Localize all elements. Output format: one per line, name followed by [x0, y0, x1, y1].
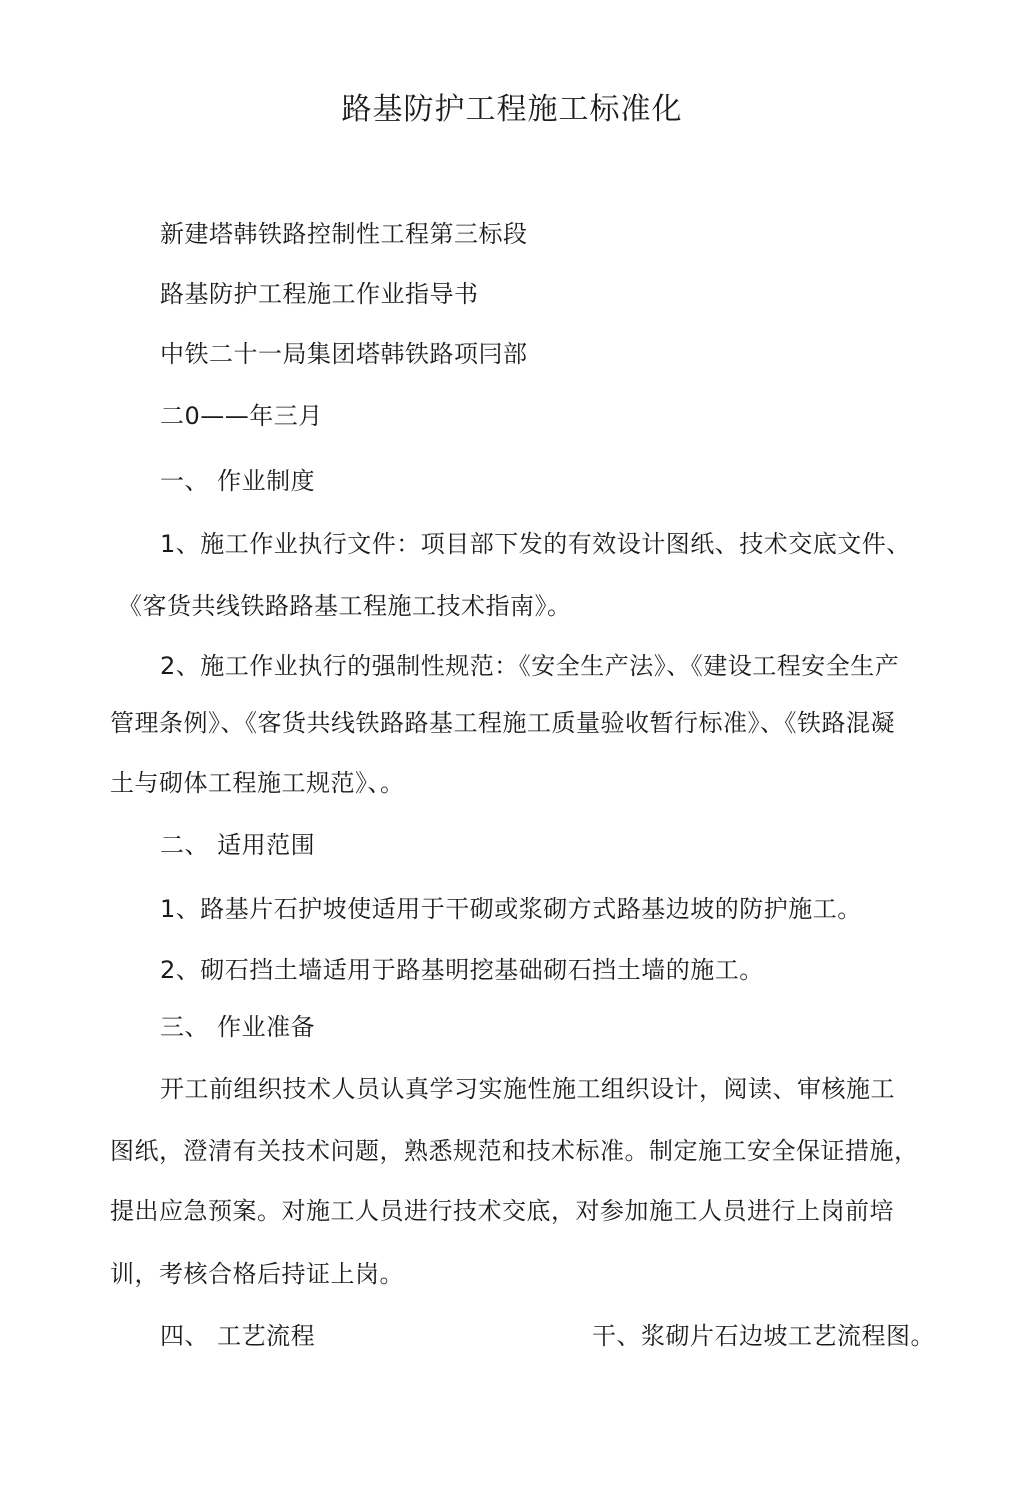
- section4-heading: 四、 工艺流程: [160, 1322, 316, 1350]
- document-title: 路基防护工程施工标准化: [341, 92, 683, 127]
- section3-line2: 图纸，澄清有关技术问题，熟悉规范和技术标准。制定施工安全保证措施，: [110, 1137, 919, 1165]
- section3-line4: 训，考核合格后持证上岗。: [110, 1260, 404, 1288]
- section2-heading: 二、 适用范围: [160, 831, 316, 859]
- cover-project: 新建塔韩铁路控制性工程第三标段: [160, 220, 528, 248]
- section3-line1: 开工前组织技术人员认真学习实施性施工组织设计，阅读、审核施工: [160, 1075, 895, 1103]
- section1-p1-line1: 1、施工作业执行文件：项目部下发的有效设计图纸、技术交底文件、: [160, 530, 911, 558]
- section2-item2: 2、砌石挡土墙适用于路基明挖基础砌石挡土墙的施工。: [160, 956, 764, 984]
- cover-date: 二0——年三月: [160, 402, 323, 430]
- section3-line3: 提出应急预案。对施工人员进行技术交底，对参加施工人员进行上岗前培: [110, 1197, 894, 1225]
- cover-document-name: 路基防护工程施工作业指导书: [160, 280, 479, 308]
- section4-caption: 干、浆砌片石边坡工艺流程图。: [592, 1322, 935, 1350]
- section1-p2-line3: 土与砌体工程施工规范》、。: [110, 769, 405, 797]
- section2-item1: 1、路基片石护坡使适用于干砌或浆砌方式路基边坡的防护施工。: [160, 895, 862, 923]
- section1-heading: 一、 作业制度: [160, 467, 316, 495]
- section1-p2-line2: 管理条例》、《客货共线铁路路基工程施工质量验收暂行标准》、《铁路混凝: [110, 709, 895, 737]
- cover-organization: 中铁二十一局集团塔韩铁路项冃部: [160, 340, 528, 368]
- section3-heading: 三、 作业准备: [160, 1013, 316, 1041]
- section1-p1-line2: 《客货共线铁路路基工程施工技术指南》。: [118, 592, 572, 620]
- section1-p2-line1: 2、施工作业执行的强制性规范：《安全生产法》、《建设工程安全生产: [160, 652, 900, 680]
